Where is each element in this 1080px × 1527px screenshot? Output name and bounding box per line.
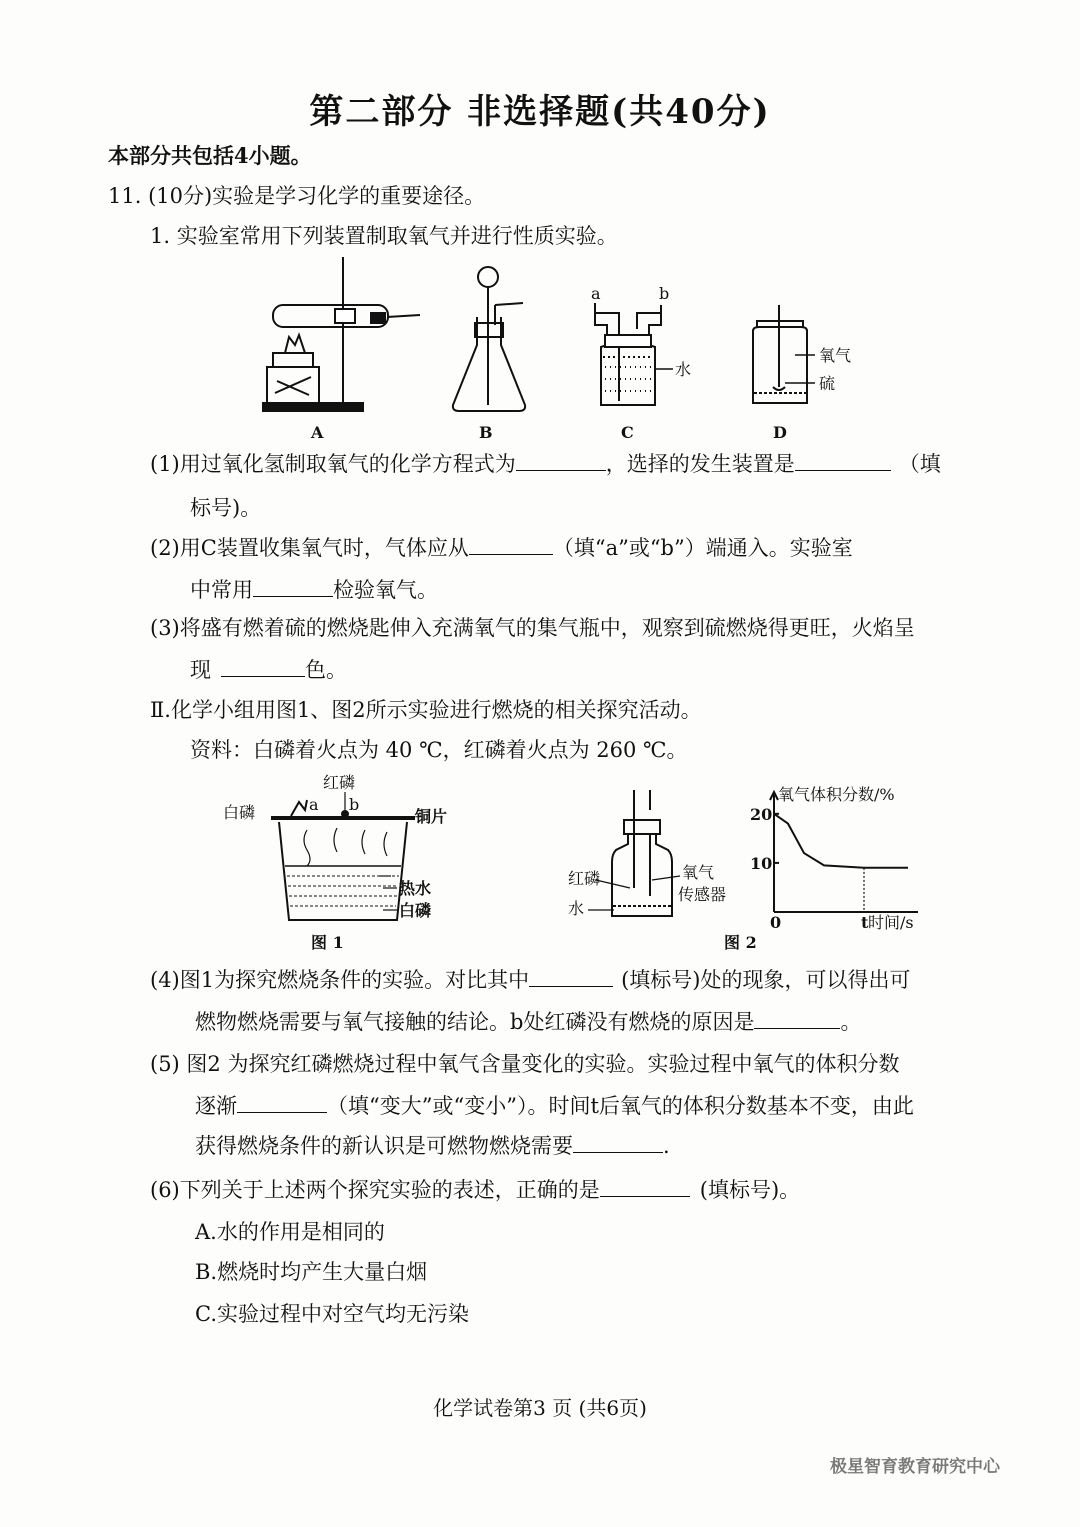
fig1-white-phosphorus-bottom: 白磷 [399,901,432,920]
y-axis-label: 氧气体积分数/% [778,785,895,804]
question-2-line2 [190,576,438,604]
question-5-line1: (5) 图2 为探究红磷燃烧过程中氧气含量变化的实验。实验过程中氧气的体积分数 [150,1052,900,1076]
fig2-sensor-line2: 传感器 [678,885,727,904]
option-c: C.实验过程中对空气均无污染 [195,1302,469,1326]
figure-2-apparatus [560,790,757,960]
y-tick-label: 10 [750,853,773,873]
apparatus-c-drawing [595,303,673,405]
q6-blank-answer[interactable] [600,1176,690,1197]
q3-text-c: 色。 [305,658,347,682]
fig2-water: 水 [568,899,585,918]
q6-text-b: (填标号)。 [699,1178,801,1202]
fig2-sensor-line1: 氧气 [682,863,715,882]
question-3-line2 [190,656,347,684]
q2-blank-test[interactable] [253,576,333,597]
q5-text-b: 逐渐 [195,1094,237,1118]
q3-text-b: 现 [190,658,211,682]
q4-blank-label[interactable] [529,966,613,987]
q5-blank-trend[interactable] [237,1092,327,1113]
part-1-heading: 1. 实验室常用下列装置制取氧气并进行性质实验。 [150,224,618,248]
question-3-line1: (3)将盛有燃着硫的燃烧匙伸入充满氧气的集气瓶中，观察到硫燃烧得更旺，火焰呈 [150,616,915,640]
question-5-line3 [195,1132,670,1160]
fig2-red-phosphorus: 红磷 [568,869,601,888]
fig1-point-b: b [349,795,360,814]
q5-text-e: . [663,1134,670,1158]
fig1-hot-water: 热水 [399,879,432,898]
q4-text-c: 燃物燃烧需要与氧气接触的结论。b处红磷没有燃烧的原因是 [195,1010,755,1034]
page-footer: 化学试卷第3 页 (共6页) [433,1396,647,1420]
q2-text-c: 中常用 [190,578,253,602]
x-axis-label: 时间/s [868,913,914,932]
q3-blank-color[interactable] [221,656,305,677]
material-note: 资料：白磷着火点为 40 ℃，红磷着火点为 260 ℃。 [190,738,688,762]
option-a: A.水的作用是相同的 [195,1220,385,1244]
x-tick-label: t [861,913,869,932]
port-a-label: a [591,284,601,303]
q5-text-d: 获得燃烧条件的新认识是可燃物燃烧需要 [195,1134,573,1158]
question-1-line1 [150,450,941,478]
q1-text-c: （填 [898,452,941,476]
q2-text-d: 检验氧气。 [333,578,438,602]
fig2-caption: 图 2 [724,933,757,952]
part-2-heading: Ⅱ.化学小组用图1、图2所示实验进行燃烧的相关探究活动。 [150,698,702,722]
q4-text-b: (填标号)处的现象，可以得出可 [621,968,911,992]
q2-text-a: (2)用C装置收集氧气时，气体应从 [150,536,469,560]
port-b-label: b [659,284,670,303]
question-4-line1 [150,966,911,994]
section-title: 第二部分 非选择题(共40分) [309,92,771,132]
q1-blank-equation[interactable] [516,450,606,471]
section-intro: 本部分共包括4小题。 [108,143,312,168]
question-4-line2 [195,1008,861,1036]
sulfur-label-d: 硫 [819,374,836,393]
q2-blank-port[interactable] [469,534,553,555]
figure-1 [215,770,455,960]
apparatus-figure [255,255,855,445]
oxygen-label-d: 氧气 [819,346,852,365]
q1-text-b: ，选择的发生装置是 [605,452,795,476]
q1-blank-apparatus[interactable] [795,450,891,471]
q5-text-c: （填“变大”或“变小”）。时间t后氧气的体积分数基本不变，由此 [327,1094,914,1118]
apparatus-b-drawing [453,267,525,411]
water-label-c: 水 [675,360,692,379]
label-d: D [773,423,787,442]
apparatus-a-drawing [263,257,420,411]
question-6-line1 [150,1176,800,1204]
q4-blank-reason[interactable] [754,1008,840,1029]
option-b: B.燃烧时均产生大量白烟 [195,1260,428,1284]
label-b: B [479,423,493,442]
fig1-copper: 铜片 [415,807,448,826]
oxygen-series-line [774,814,908,868]
label-a: A [311,423,324,442]
q4-text-a: (4)图1为探究燃烧条件的实验。对比其中 [150,968,530,992]
apparatus-d-drawing [753,305,815,403]
question-1-line2: 标号)。 [190,496,262,520]
question-2-line1 [150,534,853,562]
q1-text-a: (1)用过氧化氢制取氧气的化学方程式为 [150,452,516,476]
q2-text-b: （填“a”或“b”）端通入。实验室 [552,536,853,560]
fig1-caption: 图 1 [311,933,344,952]
fig1-point-a: a [309,795,319,814]
q4-text-d: 。 [840,1010,862,1034]
fig1-red-phosphorus: 红磷 [323,773,356,792]
y-tick-label: 20 [750,804,773,824]
question-5-line2 [195,1092,914,1120]
watermark: 极星智育教育研究中心 [830,1457,1000,1477]
q6-text-a: (6)下列关于上述两个探究实验的表述，正确的是 [150,1178,600,1202]
label-c: C [621,423,634,442]
figure-2-chart [748,786,928,936]
fig1-white-phosphorus-top: 白磷 [223,803,256,822]
question-11-stem: 11. (10分)实验是学习化学的重要途径。 [108,184,486,208]
x-tick-label: 0 [770,913,782,932]
q5-blank-condition[interactable] [573,1132,663,1153]
